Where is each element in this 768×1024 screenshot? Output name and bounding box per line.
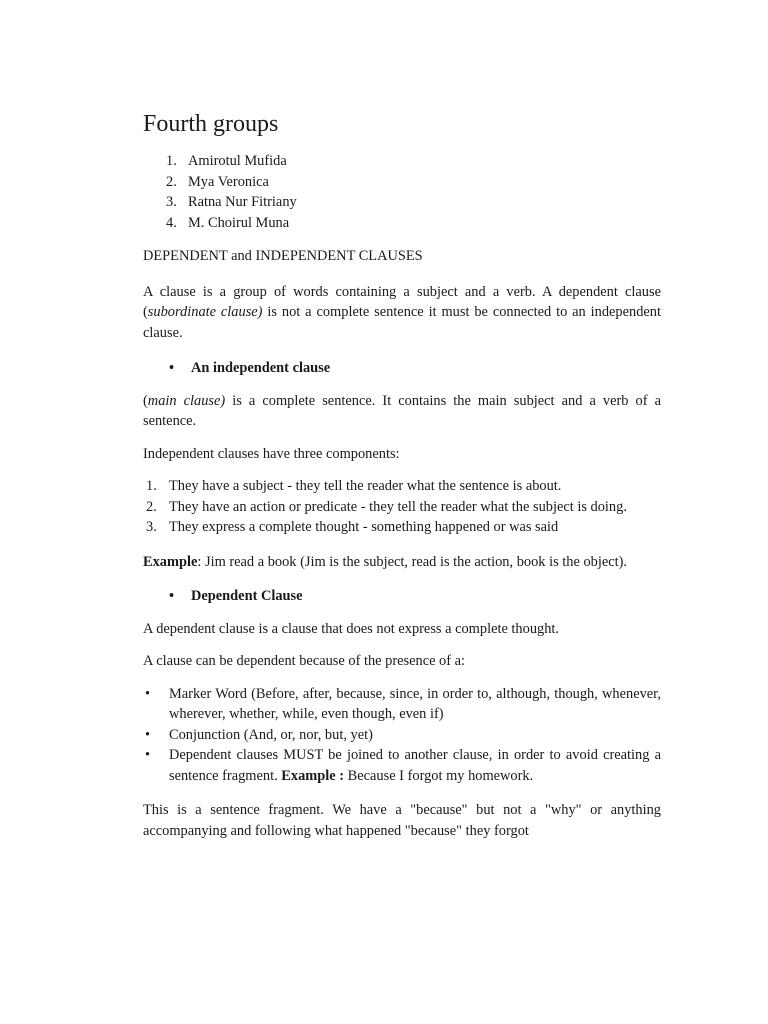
list-item <box>143 192 661 213</box>
component-text: They have a subject - they tell the reader what the sentence is about. <box>169 478 562 494</box>
list-item <box>143 151 661 172</box>
example-label: Example <box>143 553 198 570</box>
definition-text: is a complete sentence. It contains the main subject and a verb of a sentence. <box>143 392 661 429</box>
bullet-icon: • <box>145 685 151 702</box>
list-item <box>143 684 661 725</box>
list-number: 1. <box>146 478 157 494</box>
member-name: M. Choirul Muna <box>188 214 290 231</box>
bullet-icon: • <box>169 360 175 376</box>
dependent-clause-heading <box>143 586 661 607</box>
components-intro: Independent clauses have three components: <box>143 445 400 462</box>
list-item <box>143 497 661 518</box>
list-number: 4. <box>166 214 177 231</box>
intro-italic-term: subordinate clause) <box>147 304 263 320</box>
paren-open: ( <box>143 392 148 409</box>
list-item <box>143 172 661 193</box>
member-name: Amirotul Mufida <box>188 153 287 169</box>
list-number: 2. <box>166 173 177 190</box>
list-number: 3. <box>146 519 157 535</box>
component-text: They express a complete thought - something happened or was said <box>169 519 559 535</box>
list-number: 2. <box>146 498 157 515</box>
item-text: Marker Word (Before, after, because, since, in order to, although, though, whenever, wherever, whether, while, even though, even if) <box>169 685 661 722</box>
list-item <box>143 517 661 538</box>
list-item <box>143 725 661 746</box>
bullet-icon: • <box>145 747 151 763</box>
list-item <box>143 476 661 497</box>
list-item <box>143 213 661 234</box>
member-list <box>143 151 661 233</box>
intro-text: A clause is a group of words containing a subject and a verb. A dependent clause ( <box>143 283 661 320</box>
list-number: 3. <box>166 194 177 210</box>
example-text: Because I forgot my homework. <box>344 767 534 784</box>
presence-intro: A clause can be dependent because of the presence of a: <box>143 653 466 669</box>
intro-text-rest: is not a complete sentence it must be connected to an independent clause. <box>143 304 661 341</box>
components-list <box>143 476 661 538</box>
list-number: 1. <box>166 153 177 169</box>
component-text: They have an action or predicate - they tell the reader what the subject is doing. <box>169 498 627 515</box>
list-item <box>143 745 661 786</box>
intro-paragraph <box>143 282 661 344</box>
example-text: : Jim read a book (Jim is the subject, read is the action, book is the object). <box>197 553 627 570</box>
example-label: Example : <box>281 767 345 784</box>
dependent-definition: A dependent clause is a clause that does not express a complete thought. <box>143 620 560 637</box>
member-name: Mya Veronica <box>188 173 269 190</box>
independent-example <box>143 552 661 573</box>
bullet-icon: • <box>145 726 151 743</box>
heading-label: An independent clause <box>191 360 331 376</box>
bullet-icon: • <box>169 588 175 604</box>
dependent-markers-list <box>143 684 661 787</box>
item-text: Dependent clauses MUST be joined to another clause, in order to avoid creating a sentence fragment. <box>169 747 661 784</box>
document-body <box>143 108 661 841</box>
item-text: Conjunction (And, or, nor, but, yet) <box>169 726 373 743</box>
fragment-note: This is a sentence fragment. We have a "because" but not a "why" or anything accompanying and following what happened "because" they forgot <box>143 802 661 839</box>
document-title: Fourth groups <box>143 111 279 137</box>
heading-label: Dependent Clause <box>191 588 303 604</box>
independent-clause-heading <box>143 358 661 379</box>
member-name: Ratna Nur Fitriany <box>188 194 297 210</box>
independent-definition <box>143 391 661 432</box>
main-clause-term: main clause) <box>147 392 226 409</box>
section-heading: DEPENDENT and INDEPENDENT CLAUSES <box>143 248 423 264</box>
